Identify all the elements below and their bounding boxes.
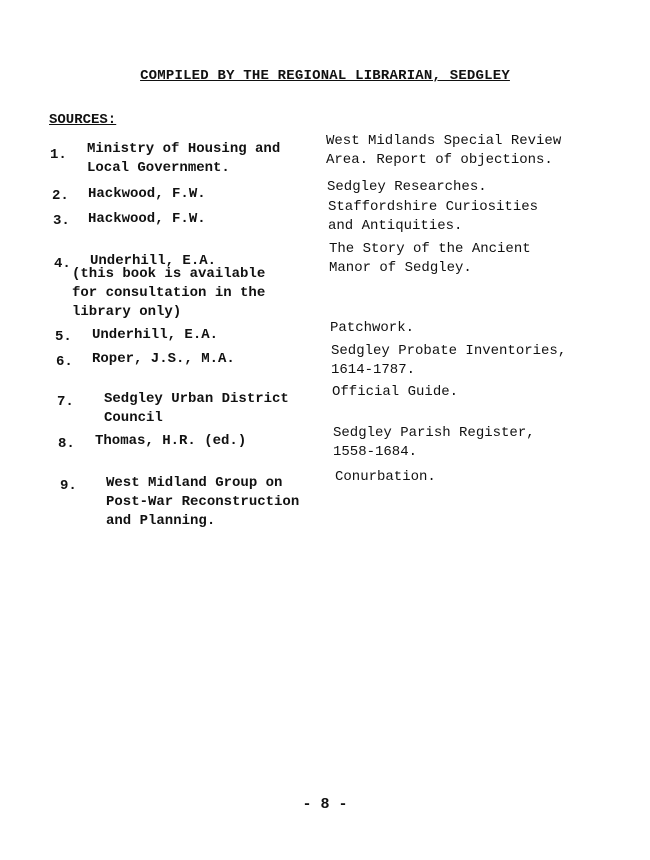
entry-number: 5. (55, 329, 72, 345)
entry-author: Sedgley Urban District Council (104, 391, 289, 426)
entry-title: Sedgley Parish Register, 1558-1684. (333, 425, 535, 460)
page-heading: COMPILED BY THE REGIONAL LIBRARIAN, SEDGLEY (140, 68, 510, 84)
page-number: - 8 - (302, 796, 348, 813)
sources-label: SOURCES: (49, 112, 117, 128)
entry-number: 4. (54, 256, 71, 272)
entry-author: Underhill, E.A. (90, 253, 217, 269)
entry-author: Ministry of Housing and Local Government. (87, 141, 281, 176)
entry-title: The Story of the Ancient Manor of Sedgley. (329, 241, 531, 276)
entry-number: 6. (56, 354, 73, 370)
entry-title: West Midlands Special Review Area. Report of objections. (326, 133, 562, 168)
entry-number: 1. (50, 147, 67, 163)
entry-title: Patchwork. (330, 320, 415, 336)
entry-number: 3. (53, 213, 70, 229)
entry-number: 2. (52, 188, 69, 204)
entry-author: Roper, J.S., M.A. (92, 351, 235, 367)
entry-number: 8. (58, 436, 75, 452)
entry-title: Sedgley Researches. (327, 179, 487, 195)
entry-note: (this book is available for consultation in the library only) (72, 266, 266, 320)
entry-title: Sedgley Probate Inventories, 1614-1787. (331, 343, 567, 378)
entry-author: West Midland Group on Post-War Reconstruction and Planning. (106, 475, 300, 529)
entry-author: Hackwood, F.W. (88, 211, 206, 227)
entry-author: Thomas, H.R. (ed.) (95, 433, 247, 449)
entry-author: Underhill, E.A. (92, 327, 219, 343)
entry-number: 9. (60, 478, 77, 494)
entry-author: Hackwood, F.W. (88, 186, 206, 202)
entry-title: Official Guide. (332, 384, 459, 400)
entry-title: Conurbation. (335, 469, 436, 485)
entry-number: 7. (57, 394, 74, 410)
entry-title: Staffordshire Curiosities and Antiquities. (328, 199, 539, 234)
